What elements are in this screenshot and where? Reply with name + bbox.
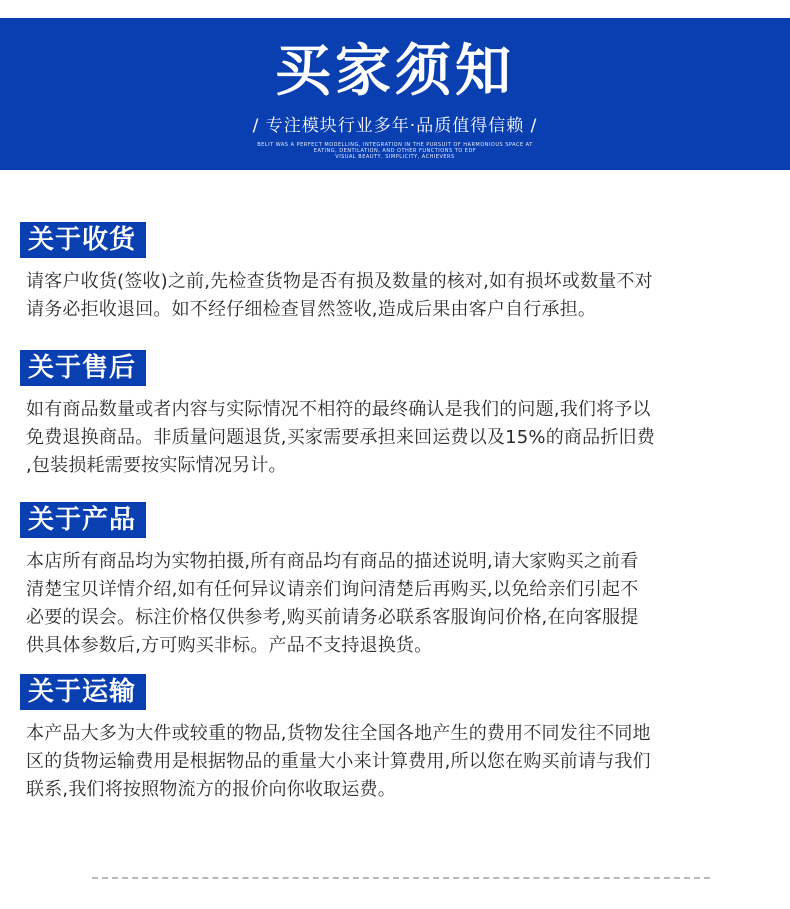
section-title-after-sales: 关于售后: [20, 350, 146, 386]
section-body-shipping: 本产品大多为大件或较重的物品,货物发往全国各地产生的费用不同发往不同地 区的货物运输费用是根据物品的重量大小来计算费用,所以您在购买前请与我们 联系,我们将按照物流方的报价向你收取运费。: [26, 723, 651, 800]
section-body-product: 本店所有商品均为实物拍摄,所有商品均有商品的描述说明,请大家购买之前看 清楚宝贝详情介绍,如有任何异议请亲们询问清楚后再购买,以免给亲们引起不 必要的误会。标注价格仅供参考,购买前请务必联系客服询问价格,在向客服提 供具体参数后,方可购买非标。产品不支持退换货。: [26, 551, 639, 656]
section-receiving: [20, 222, 760, 324]
page-title: 买家须知: [275, 39, 515, 104]
header-banner: [0, 18, 790, 170]
section-after-sales: [20, 350, 760, 480]
section-title-receiving: 关于收货: [20, 222, 146, 258]
dashed-divider: [92, 877, 710, 879]
section-product: [20, 502, 760, 660]
section-title-product: 关于产品: [20, 502, 146, 538]
section-body-receiving: 请客户收货(签收)之前,先检查货物是否有损及数量的核对,如有损坏或数量不对 请务必拒收退回。如不经仔细检查冒然签收,造成后果由客户自行承担。: [26, 271, 653, 320]
section-shipping: [20, 674, 760, 804]
banner-fineprint: BELIT WAS A PERFECT MODELLING, INTEGRATION IN THE PURSUIT OF HARMONIOUS SPACE AT EATING, DENTILATION, AND OTHER FUNCTIONS TO EDF VISUAL BEAUTY, SIMPLICITY, ACHIEVERS: [257, 142, 533, 160]
section-title-shipping: 关于运输: [20, 674, 146, 710]
section-body-after-sales: 如有商品数量或者内容与实际情况不相符的最终确认是我们的问题,我们将予以 免费退换商品。非质量问题退货,买家需要承担来回运费以及15%的商品折旧费 ,包装损耗需要按实际情况另计。: [26, 399, 655, 476]
banner-subtitle: / 专注模块行业多年·品质值得信赖 /: [252, 116, 538, 136]
